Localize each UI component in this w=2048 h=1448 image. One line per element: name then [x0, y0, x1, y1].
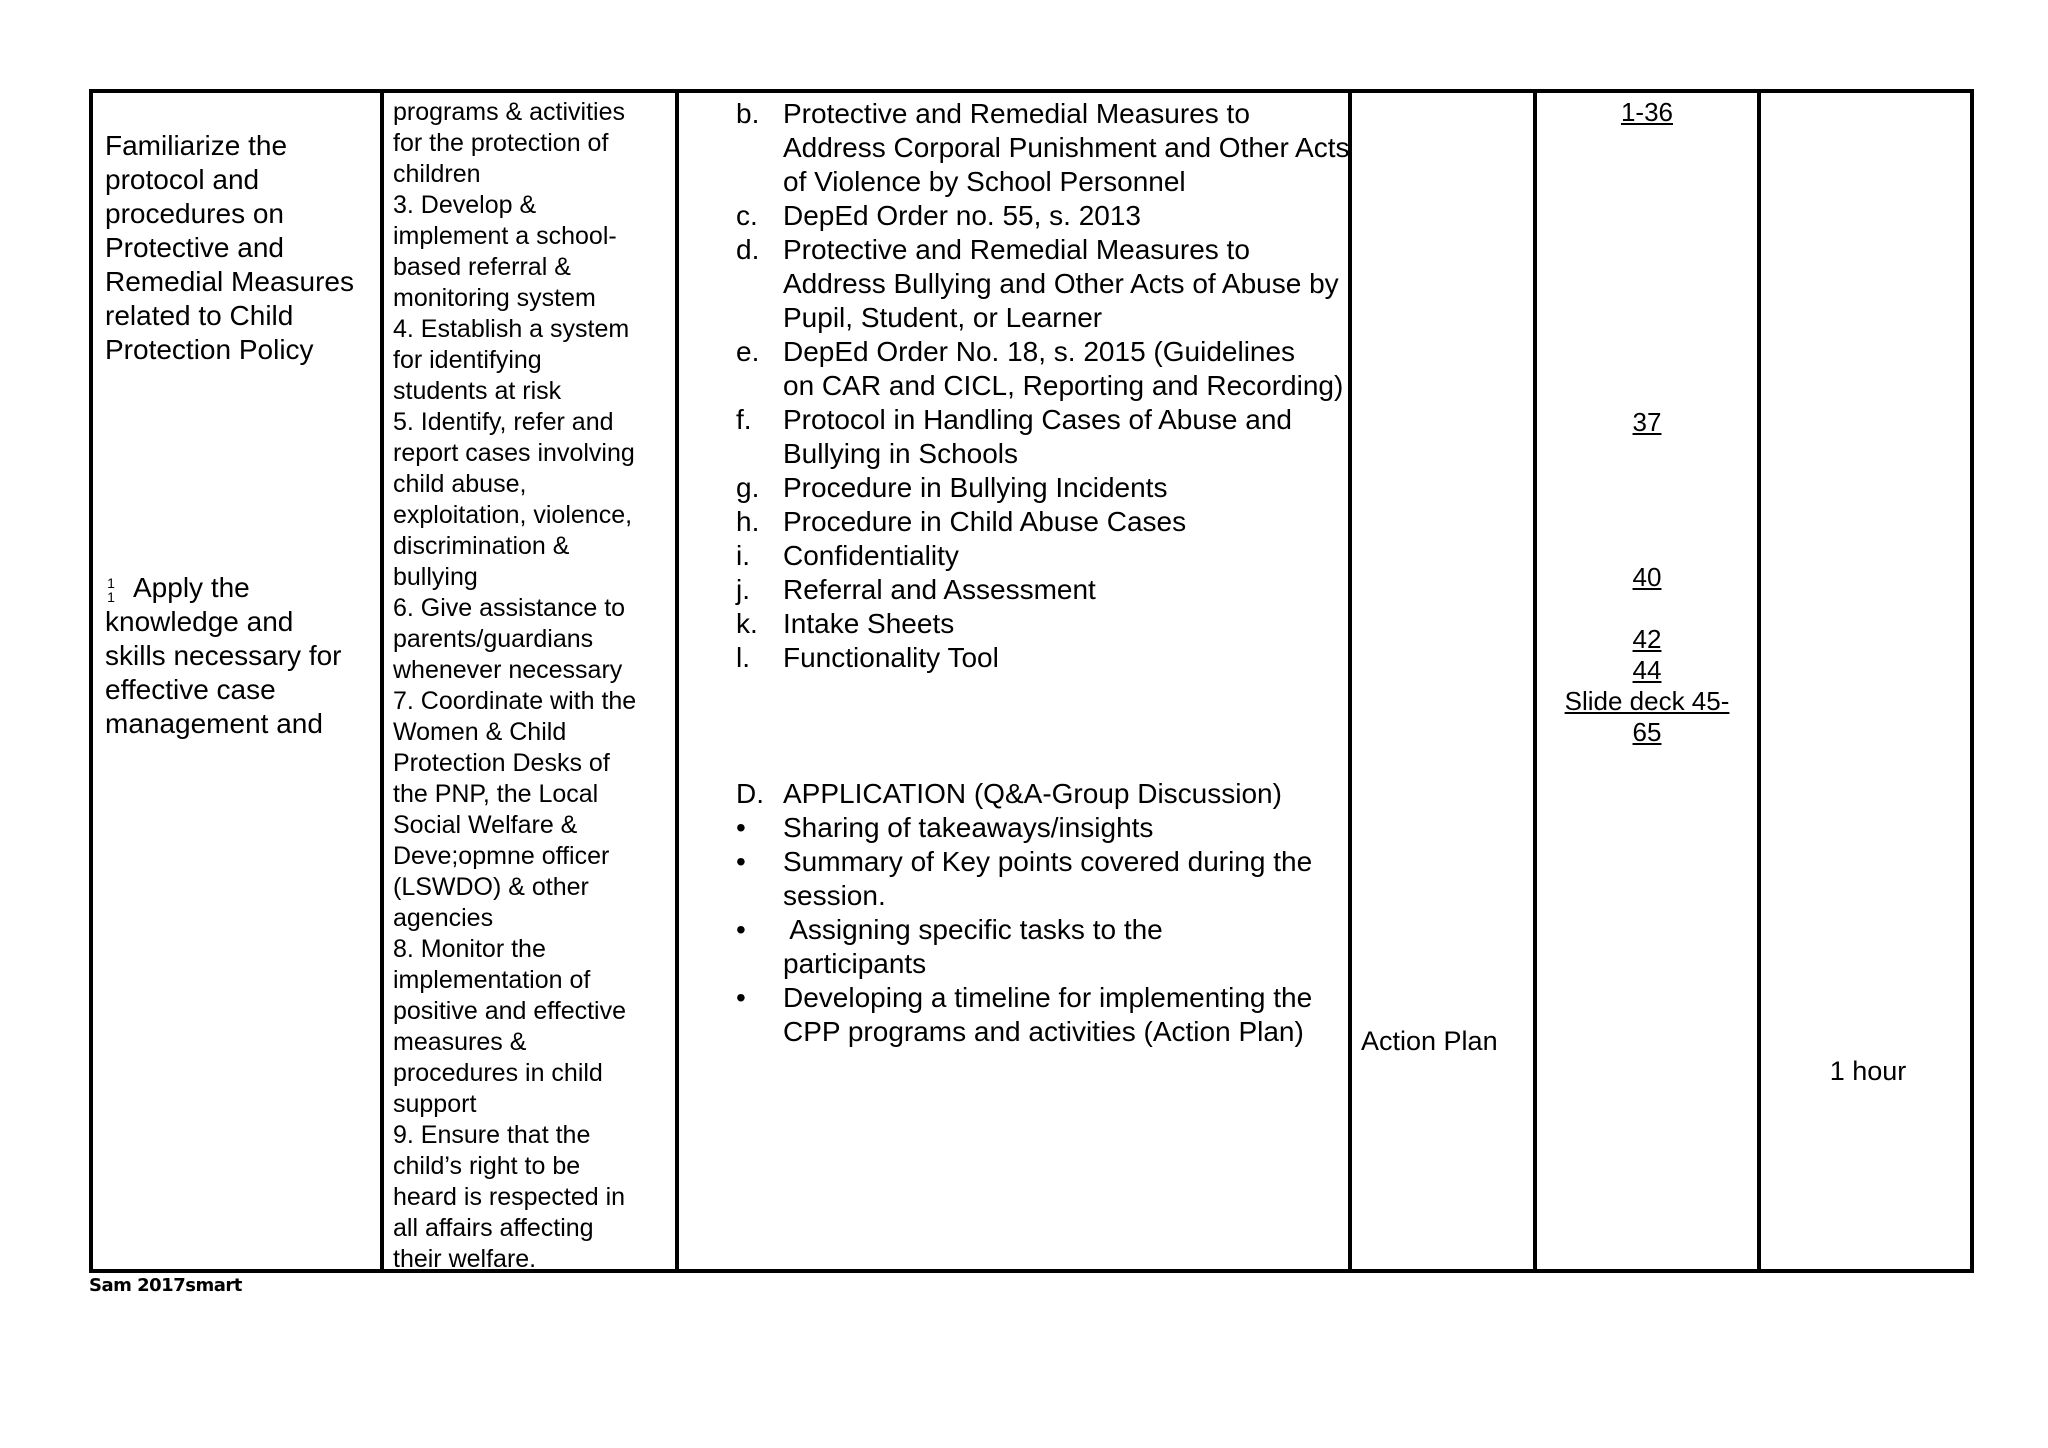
list-item-text: Functionality Tool — [783, 642, 999, 673]
list-item — [736, 267, 1386, 301]
bullet-fraction: 1 1 — [107, 574, 115, 605]
list-marker — [736, 131, 783, 165]
list-item — [736, 913, 1386, 947]
list-item — [736, 335, 1386, 369]
activity-line: 4. Establish a system — [393, 315, 630, 343]
list-marker — [736, 267, 783, 301]
activity-line: measures & — [393, 1028, 527, 1056]
list-item-text: of Violence by School Personnel — [783, 166, 1186, 197]
objective-1 — [105, 129, 375, 367]
activity-line: child abuse, — [393, 470, 527, 498]
list-marker: e. — [736, 336, 760, 367]
activity-line: support — [393, 1090, 477, 1118]
list-marker: • — [736, 812, 746, 843]
activity-line: procedures in child — [393, 1059, 603, 1087]
objective-line: Protection Policy — [105, 334, 314, 365]
activity-line: implementation of — [393, 966, 591, 994]
application-list — [736, 777, 1386, 1049]
list-item-text: DepEd Order No. 18, s. 2015 (Guidelines — [783, 336, 1296, 367]
activity-line: exploitation, violence, — [393, 501, 633, 529]
list-item-text: DepEd Order no. 55, s. 2013 — [783, 200, 1141, 231]
objective-line: skills necessary for — [105, 640, 342, 671]
activity-line: Deve;opmne officer — [393, 842, 610, 870]
list-item-text: Confidentiality — [783, 540, 959, 571]
activity-line: report cases involving — [393, 439, 635, 467]
objective-line: management and — [105, 708, 323, 739]
list-item-text: Procedure in Child Abuse Cases — [783, 506, 1187, 537]
activity-line: their welfare. — [393, 1245, 537, 1273]
list-item — [736, 471, 1386, 505]
list-item — [736, 403, 1386, 437]
list-marker: k. — [736, 608, 758, 639]
list-item-text: Pupil, Student, or Learner — [783, 302, 1103, 333]
list-item — [736, 131, 1386, 165]
activity-line: heard is respected in — [393, 1183, 626, 1211]
activity-line: 7. Coordinate with the — [393, 687, 637, 715]
list-item-text: on CAR and CICL, Reporting and Recording) — [783, 370, 1344, 401]
objectives-cell — [105, 129, 375, 741]
activity-line: bullying — [393, 563, 478, 591]
list-marker: i. — [736, 540, 750, 571]
reference-link-1[interactable]: 1-36 — [1620, 97, 1674, 127]
list-item — [736, 1015, 1386, 1049]
list-item-text: Procedure in Bullying Incidents — [783, 472, 1168, 503]
objective-line: effective case — [105, 674, 276, 705]
list-item — [736, 505, 1386, 539]
activity-line: child’s right to be — [393, 1152, 581, 1180]
activity-line: 6. Give assistance to — [393, 594, 626, 622]
list-marker: f. — [736, 404, 752, 435]
reference-link-2[interactable]: 37 — [1632, 407, 1662, 437]
list-item — [736, 97, 1386, 131]
objective-line: Remedial Measures — [105, 266, 354, 297]
list-marker — [736, 1015, 783, 1049]
list-item-text: Address Bullying and Other Acts of Abuse by — [783, 268, 1339, 299]
list-marker — [736, 947, 783, 981]
activity-line: Protection Desks of — [393, 749, 610, 777]
list-item — [736, 641, 1386, 675]
list-marker — [736, 301, 783, 335]
activity-line: students at risk — [393, 377, 562, 405]
activity-line: (LSWDO) & other — [393, 873, 589, 901]
activity-line: children — [393, 160, 481, 188]
list-marker: h. — [736, 506, 760, 537]
list-marker: • — [736, 846, 746, 877]
list-marker: c. — [736, 200, 758, 231]
activity-line: monitoring system — [393, 284, 596, 312]
activity-line: Women & Child — [393, 718, 567, 746]
output-cell — [1361, 1024, 1521, 1058]
list-item — [736, 539, 1386, 573]
objective-2 — [105, 605, 375, 741]
list-item-text: Sharing of takeaways/insights — [783, 812, 1154, 843]
list-item-text: Protective and Remedial Measures to — [783, 234, 1250, 265]
footer-watermark: Sam 2017smart — [89, 1275, 242, 1296]
activity-line: for identifying — [393, 346, 542, 374]
output-text: Action Plan — [1361, 1026, 1498, 1056]
reference-link-6[interactable]: Slide deck 45- — [1564, 686, 1730, 716]
activity-line: 9. Ensure that the — [393, 1121, 591, 1149]
activity-line: discrimination & — [393, 532, 570, 560]
list-item-text: CPP programs and activities (Action Plan) — [783, 1016, 1304, 1047]
list-item — [736, 437, 1386, 471]
list-marker: l. — [736, 642, 750, 673]
objective-line: procedures on — [105, 198, 285, 229]
activity-line: based referral & — [393, 253, 571, 281]
list-marker: b. — [736, 98, 760, 129]
list-item — [736, 165, 1386, 199]
objective-line: protocol and — [105, 164, 260, 195]
list-item-text: Protective and Remedial Measures to — [783, 98, 1250, 129]
list-item — [736, 811, 1386, 845]
list-marker: j. — [736, 574, 750, 605]
list-item — [736, 301, 1386, 335]
list-item — [736, 233, 1386, 267]
list-marker: • — [736, 982, 746, 1013]
list-item-text: Developing a timeline for implementing the — [783, 982, 1313, 1013]
list-item-text: participants — [783, 948, 927, 979]
list-item-text: Referral and Assessment — [783, 574, 1096, 605]
list-item-text: Address Corporal Punishment and Other Acts — [783, 132, 1350, 163]
objective-line: Protective and — [105, 232, 284, 263]
activity-line: Social Welfare & — [393, 811, 578, 839]
session-plan-table — [89, 89, 1974, 1273]
list-item — [736, 947, 1386, 981]
column-divider — [1757, 93, 1761, 1269]
activity-line: 5. Identify, refer and — [393, 408, 614, 436]
content-cell — [736, 97, 1386, 1049]
list-item-text: Summary of Key points covered during the — [783, 846, 1313, 877]
list-item — [736, 369, 1386, 403]
list-marker: D. — [736, 778, 764, 809]
activities-cell — [393, 97, 683, 1275]
list-item — [736, 199, 1386, 233]
activity-line: parents/guardians — [393, 625, 594, 653]
activity-line: agencies — [393, 904, 494, 932]
activity-line: programs & activities — [393, 98, 626, 126]
objective-line: related to Child — [105, 300, 294, 331]
list-marker: d. — [736, 234, 760, 265]
activity-line: for the protection of — [393, 129, 609, 157]
list-item-text: Bullying in Schools — [783, 438, 1019, 469]
list-marker — [736, 437, 783, 471]
list-item-text: Intake Sheets — [783, 608, 955, 639]
activity-line: implement a school- — [393, 222, 617, 250]
list-item-text: session. — [783, 880, 886, 911]
activity-line: 8. Monitor the — [393, 935, 546, 963]
objective-2-first-line: 1 1 Apply the — [105, 571, 375, 605]
list-item — [736, 981, 1386, 1015]
list-marker: • — [736, 914, 746, 945]
list-item-text: Protocol in Handling Cases of Abuse and — [783, 404, 1292, 435]
activity-line: whenever necessary — [393, 656, 623, 684]
list-item — [736, 777, 1386, 811]
objective-line: knowledge and — [105, 606, 294, 637]
column-divider — [380, 93, 384, 1269]
list-marker — [736, 879, 783, 913]
objective-line: Familiarize the — [105, 130, 288, 161]
reference-link-5[interactable]: 44 — [1632, 655, 1662, 685]
reference-link-4[interactable]: 42 — [1632, 624, 1662, 654]
references-cell — [1537, 93, 1757, 748]
activity-line: all affairs affecting — [393, 1214, 594, 1242]
duration-text: 1 hour — [1829, 1056, 1907, 1086]
activity-line: the PNP, the Local — [393, 780, 599, 808]
list-item — [736, 607, 1386, 641]
content-list — [736, 97, 1386, 675]
duration-cell — [1763, 1054, 1973, 1088]
list-marker: g. — [736, 472, 760, 503]
reference-link-3[interactable]: 40 — [1632, 562, 1662, 592]
list-item — [736, 573, 1386, 607]
list-marker — [736, 165, 783, 199]
activity-line: 3. Develop & — [393, 191, 537, 219]
list-item-text: Assigning specific tasks to the — [783, 914, 1163, 945]
list-item — [736, 845, 1386, 879]
list-marker — [736, 369, 783, 403]
list-item — [736, 879, 1386, 913]
list-item-text: APPLICATION (Q&A-Group Discussion) — [783, 778, 1282, 809]
reference-link-6-cont[interactable]: 65 — [1632, 717, 1662, 747]
activity-line: positive and effective — [393, 997, 627, 1025]
